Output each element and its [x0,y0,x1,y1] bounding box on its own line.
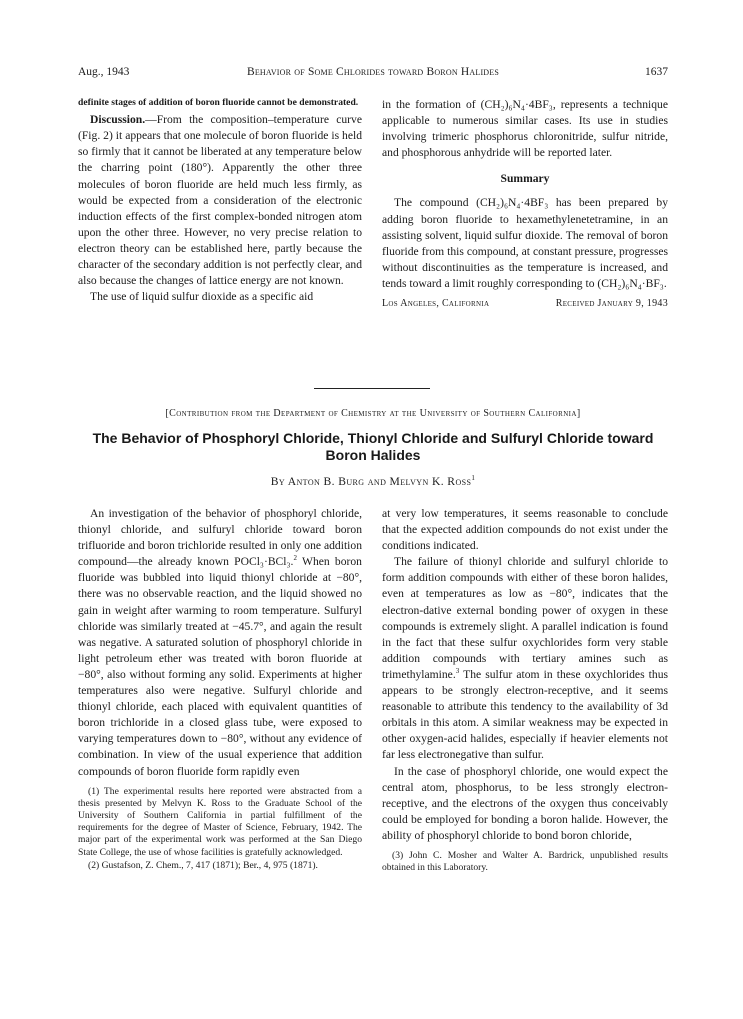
discussion-paragraph [78,112,362,289]
continued-paragraph: in the formation of (CH₂)₆N₄·4BF₃, represents a technique applicable to numerous similar cases. Its use in studies involving trimeric phosphorus chloronitride, sulfur nitride, and phosphorous anhydride will be reported later. [382,98,668,160]
bottom-left-column [78,506,362,873]
authors: By Anton B. Burg and Melvyn K. Ross [270,475,472,488]
summary-heading: Summary [500,172,550,186]
contribution-line: [Contribution from the Department of Chemistry at the University of Southern California] [165,408,581,419]
paragraph-3: In the case of phosphoryl chloride, one would expect the central atom, phosphorus, to be less strongly electron-receptive, and the electrons of the oxygen thus conceivably could be employed for bonding a boron halide. However, the ability of phosphoryl chloride to bond boron chloride, [382,764,668,842]
footnote-2: (2) Gustafson, Z. Chem., 7, 417 (1871); Ber., 4, 975 (1871). [88,859,318,871]
running-head [78,66,668,82]
paragraph-1: at very low temperatures, it seems reasonable to conclude that the expected addition compounds do not exist under the conditions indicated. [382,507,668,553]
paragraph-2-text: The failure of thionyl chloride and sulfuryl chloride to form addition compounds with either of these boron halides, even at temperatures as low as −80°, indicates that the electron-dative external bonding power of oxygen in these compounds is extremely slight. A parallel indication is found in the fact that these sulfur oxychlorides form very stable addition compounds with tertiary amines such as trimethylamine. [382,555,668,681]
footnotes [78,786,362,872]
footnotes-right [382,850,668,874]
footnote-1: (1) The experimental results here reported were abstracted from a thesis presented by Melvyn K. Ross to the Graduate School of the University of Southern California in partial fulfillment of the requirements for the degree of Master of Science, February, 1942. The major part of the experimental work was performed at the San Diego State College, the use of whose facilities is gratefully acknowledged. [78,785,362,858]
intro-text-cont: When boron fluoride was bubbled into liquid thionyl chloride at −80°, there was no observable reaction, and the liquid showed no gain in weight after warming to room temperature. Sulfuryl chloride was similarly treated at −45.7°, and again the result was negative. A saturated solution of phosphoryl chloride in light petroleum ether was treated with boron fluoride at −80°, also without forming any solid. Experiments at higher temperatures also were negative. Sulfuryl chloride and thionyl chloride, each placed with equivalent quantities of boron trichloride in a closed glass tube, were exposed to varying temperatures down to −80°, without any evidence of combination. In view of the usual experience that addition compounds of boron fluoride form rapidly even [78,555,362,778]
bottom-right-column [382,506,668,875]
intro-text: An investigation of the behavior of phosphoryl chloride, thionyl chloride, and sulfuryl chloride toward boron trifluoride and boron trichloride resulted in only one addition compound—the already known POCl₃·BCl₃. [78,507,362,569]
footnote-mark-3: 3 [455,667,460,676]
author-footnote-mark: 1 [471,474,476,483]
intro-paragraph [78,506,362,780]
footnote-mark-2: 2 [293,554,297,563]
discussion-text: —From the composition–temperature curve (Fig. 2) it appears that one molecule of boron fluoride is held so firmly that it cannot be liberated at any temperature below the charring point (180°). Apparently the other three molecules of boron fluoride are held much less firmly, as would be expected from a consideration of the electronic induction effects of the first complex-bonded nitrogen atom upon the other three. However, no very precise relation to electron theory can be established here, partly because the character of the secondary addition is not perfectly clear, and also because the changes of lattice energy are not known. [78,113,362,288]
discussion-paragraph-2: The use of liquid sulfur dioxide as a specific aid [90,290,314,304]
author-line [78,475,668,488]
summary-paragraph: The compound (CH₂)₆N₄·4BF₃ has been prepared by adding boron fluoride to hexamethylenetetramine, in an assisting solvent, liquid sulfur dioxide. The removal of boron fluoride from this compound, at constant pressure, progresses without discontinuities as the temperature is increased, and tends toward a limit roughly corresponding to (CH₂)₆N₄·BF₃. [382,196,668,290]
footnote-3: (3) John C. Mosher and Walter A. Bardrick, unpublished results obtained in this Laboratory. [382,849,668,874]
discussion-heading: Discussion. [90,113,146,127]
location: Los Angeles, California [382,298,490,310]
received-date: Received January 9, 1943 [555,298,668,310]
section-divider [314,388,430,389]
top-left-column [78,97,362,305]
running-title: Behavior of Some Chlorides toward Boron Halides [246,66,500,78]
signature-line [382,296,668,312]
article-title [78,430,668,464]
paragraph-2 [382,554,668,763]
title-line-1: The Behavior of Phosphoryl Chloride, Thionyl Chloride and Sulfuryl Chloride toward [92,430,654,446]
page-number: 1637 [645,66,668,78]
top-right-column [382,97,668,312]
paragraph-2-text-cont: The sulfur atom in these oxychlorides thus appears to be strongly electron-receptive, and it seems reasonable to attribute this tendency to the availability of 3d orbitals in this atom. A similar weakness may be expected in other oxygen-acid halides, especially if heavier elements not far less electronegative than sulfur. [382,667,668,762]
continued-text: definite stages of addition of boron fluoride cannot be demonstrated. [78,97,359,108]
title-line-2: Boron Halides [325,447,421,463]
issue-date: Aug., 1943 [78,66,130,78]
